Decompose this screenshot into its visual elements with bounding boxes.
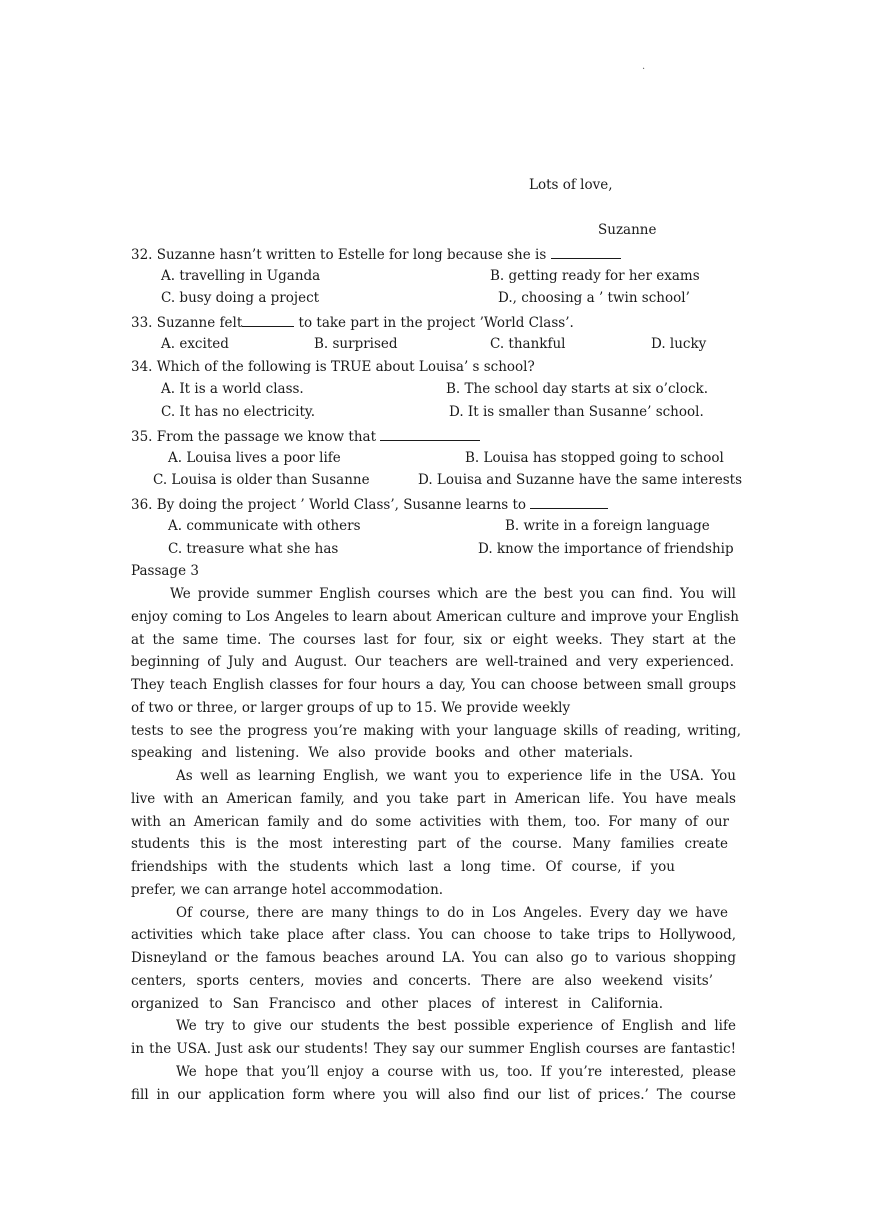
question-36-stem	[131, 494, 608, 514]
question-35-option-d: D. Louisa and Suzanne have the same interests	[418, 472, 743, 488]
question-35-option-a: A. Louisa lives a poor life	[168, 450, 341, 466]
question-36-option-a: A. communicate with others	[168, 518, 361, 534]
question-33-text-b: to take part in the project ’World Class’.	[294, 315, 574, 331]
passage-line: Disneyland or the famous beaches around LA. You can also go to various shopping	[131, 950, 736, 966]
question-36-option-d: D. know the importance of friendship	[478, 541, 734, 557]
question-33-option-a: A. excited	[161, 336, 229, 352]
passage-line: in the USA. Just ask our students! They say our summer English courses are fantastic!	[131, 1041, 736, 1057]
passage-line: at the same time. The courses last for four, six or eight weeks. They start at the	[131, 632, 736, 648]
question-34-option-d: D. It is smaller than Susanne’ school.	[449, 404, 704, 420]
passage-line: tests to see the progress you’re making with your language skills of reading, writing,	[131, 723, 741, 739]
passage-line: of two or three, or larger groups of up to 15. We provide weekly	[131, 700, 571, 716]
answer-blank	[551, 244, 621, 259]
question-32-option-c: C. busy doing a project	[161, 290, 320, 306]
passage-line: activities which take place after class. You can choose to take trips to Hollywood,	[131, 927, 736, 943]
passage-line: students this is the most interesting part of the course. Many families create	[131, 836, 728, 852]
answer-blank	[530, 494, 608, 509]
answer-blank	[242, 312, 294, 327]
question-36-option-b: B. write in a foreign language	[505, 518, 710, 534]
passage-line: Of course, there are many things to do in Los Angeles. Every day we have	[176, 905, 728, 921]
question-32-text: 32. Suzanne hasn’t written to Estelle for long because she is	[131, 247, 551, 263]
passage-line: centers, sports centers, movies and concerts. There are also weekend visits’	[131, 973, 713, 989]
question-34-stem: 34. Which of the following is TRUE about Louisa’ s school?	[131, 359, 535, 375]
question-34-option-b: B. The school day starts at six o’clock.	[446, 381, 709, 397]
passage-line: prefer, we can arrange hotel accommodation.	[131, 882, 444, 898]
question-35-option-b: B. Louisa has stopped going to school	[465, 450, 724, 466]
passage-line: organized to San Francisco and other places of interest in California.	[131, 996, 663, 1012]
letter-signature-name: Suzanne	[598, 222, 657, 238]
passage-line: live with an American family, and you take part in American life. You have meals	[131, 791, 736, 807]
question-33-option-d: D. lucky	[651, 336, 707, 352]
question-34-option-c: C. It has no electricity.	[161, 404, 316, 420]
question-32-option-d: D., choosing a ’ twin school’	[498, 290, 690, 306]
question-35-stem	[131, 426, 480, 446]
question-35-text: 35. From the passage we know that	[131, 429, 381, 445]
question-33-text-a: 33. Suzanne felt	[131, 315, 243, 331]
question-32-stem	[131, 244, 621, 264]
passage-line: We try to give our students the best possible experience of English and life	[176, 1018, 736, 1034]
passage-line: speaking and listening. We also provide books and other materials.	[131, 745, 633, 761]
passage-line: friendships with the students which last a long time. Of course, if you	[131, 859, 675, 875]
passage-line: They teach English classes for four hours a day, You can choose between small groups	[131, 677, 736, 693]
passage-line: We hope that you’ll enjoy a course with us, too. If you’re interested, please	[176, 1064, 736, 1080]
letter-sign-off: Lots of love,	[529, 177, 613, 193]
passage-line: As well as learning English, we want you to experience life in the USA. You	[176, 768, 736, 784]
passage-line: with an American family and do some activities with them, too. For many of our	[131, 814, 729, 830]
header-mark: ·	[642, 64, 646, 75]
question-33-option-b: B. surprised	[314, 336, 398, 352]
question-34-option-a: A. It is a world class.	[161, 381, 304, 397]
passage-line: enjoy coming to Los Angeles to learn about American culture and improve your English	[131, 609, 739, 625]
question-33-stem	[131, 312, 574, 332]
answer-blank	[380, 426, 480, 441]
question-33-option-c: C. thankful	[490, 336, 566, 352]
question-32-option-b: B. getting ready for her exams	[490, 268, 700, 284]
question-36-option-c: C. treasure what she has	[168, 541, 339, 557]
passage-title: Passage 3	[131, 563, 199, 579]
passage-line: beginning of July and August. Our teachers are well-trained and very experienced.	[131, 654, 734, 670]
passage-line: fill in our application form where you will also find our list of prices.’ The course	[131, 1087, 736, 1103]
question-32-option-a: A. travelling in Uganda	[161, 268, 321, 284]
question-36-text: 36. By doing the project ’ World Class’, Susanne learns to	[131, 497, 531, 513]
passage-line: We provide summer English courses which are the best you can find. You will	[170, 586, 736, 602]
question-35-option-c: C. Louisa is older than Susanne	[153, 472, 370, 488]
